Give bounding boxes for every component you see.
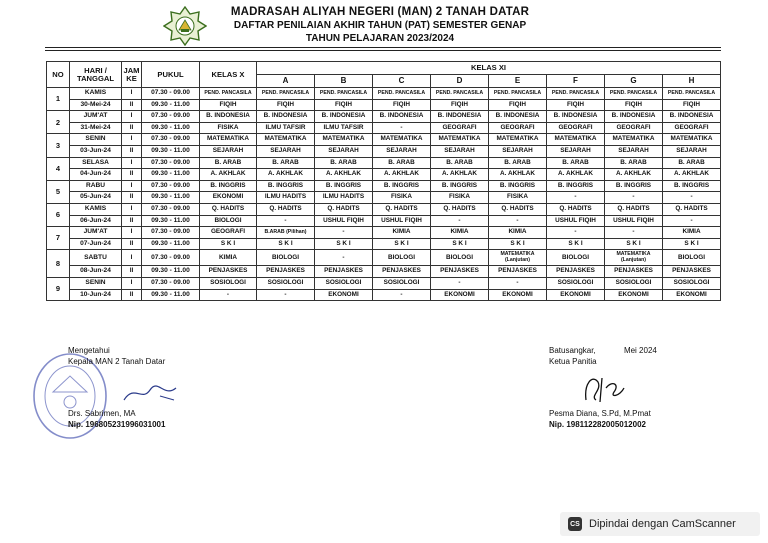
class-xi-g-subject: - [605, 227, 663, 239]
class-xi-e-subject: S K I [489, 238, 547, 250]
row-number: 9 [47, 277, 70, 300]
table-row [47, 180, 721, 192]
day-date-cell: 31-Mei-24 [70, 122, 122, 134]
day-date-cell: 05-Jun-24 [70, 192, 122, 204]
class-x-subject: EKONOMI [200, 192, 257, 204]
day-date-cell: RABU [70, 180, 122, 192]
day-date-cell: 03-Jun-24 [70, 145, 122, 157]
class-xi-g-subject: A. AKHLAK [605, 169, 663, 181]
class-xi-h-subject: B. INGGRIS [663, 180, 721, 192]
class-xi-f-subject: B. INDONESIA [547, 111, 605, 123]
class-xi-b-subject: MATEMATIKA [315, 134, 373, 146]
class-xi-d-subject: B. INDONESIA [431, 111, 489, 123]
header-day-date: HARI / TANGGAL [70, 62, 122, 88]
class-xi-a-subject: B. ARAB [257, 157, 315, 169]
class-xi-a-subject: MATEMATIKA [257, 134, 315, 146]
day-date-cell: KAMIS [70, 203, 122, 215]
session-cell: I [122, 227, 142, 239]
table-row [47, 99, 721, 111]
class-xi-c-subject: B. ARAB [373, 157, 431, 169]
day-date-cell: 30-Mei-24 [70, 99, 122, 111]
class-xi-e-subject: MATEMATIKA [489, 134, 547, 146]
table-row [47, 134, 721, 146]
session-cell: II [122, 238, 142, 250]
class-xi-h-subject: PENJASKES [663, 266, 721, 278]
time-cell: 09.30 - 11.00 [142, 238, 200, 250]
class-xi-c-subject: A. AKHLAK [373, 169, 431, 181]
class-xi-h-subject: - [663, 215, 721, 227]
session-cell: II [122, 192, 142, 204]
camscanner-text: Dipindai dengan CamScanner [589, 518, 736, 530]
session-cell: II [122, 169, 142, 181]
class-xi-f-subject: - [547, 227, 605, 239]
day-date-cell: SELASA [70, 157, 122, 169]
session-cell: II [122, 99, 142, 111]
row-number: 7 [47, 227, 70, 250]
table-row [47, 227, 721, 239]
time-cell: 07.30 - 09.00 [142, 180, 200, 192]
class-xi-e-subject: FISIKA [489, 192, 547, 204]
madrasah-logo [163, 6, 207, 46]
class-xi-e-subject: SEJARAH [489, 145, 547, 157]
table-row [47, 169, 721, 181]
class-xi-f-subject: A. AKHLAK [547, 169, 605, 181]
class-xi-c-subject: - [373, 122, 431, 134]
class-xi-b-subject: PENJASKES [315, 266, 373, 278]
time-cell: 09.30 - 11.00 [142, 289, 200, 301]
class-xi-d-subject: PEND. PANCASILA [431, 88, 489, 100]
class-xi-f-subject: BIOLOGI [547, 250, 605, 266]
class-xi-b-subject: S K I [315, 238, 373, 250]
header-section-b: B [315, 75, 373, 88]
class-x-subject: B. INGGRIS [200, 180, 257, 192]
class-xi-c-subject: MATEMATIKA [373, 134, 431, 146]
time-cell: 09.30 - 11.00 [142, 145, 200, 157]
class-xi-a-subject: SOSIOLOGI [257, 277, 315, 289]
right-signature [580, 370, 628, 406]
class-xi-c-subject: B. INGGRIS [373, 180, 431, 192]
class-xi-d-subject: FISIKA [431, 192, 489, 204]
header-section-d: D [431, 75, 489, 88]
right-signature-name-block [549, 409, 651, 431]
session-cell: I [122, 203, 142, 215]
class-xi-b-subject: B. ARAB [315, 157, 373, 169]
row-number: 4 [47, 157, 70, 180]
class-xi-d-subject: - [431, 215, 489, 227]
class-xi-a-subject: ILMU HADITS [257, 192, 315, 204]
session-cell: I [122, 157, 142, 169]
class-xi-c-subject: FISIKA [373, 192, 431, 204]
class-xi-d-subject: A. AKHLAK [431, 169, 489, 181]
class-x-subject: GEOGRAFI [200, 227, 257, 239]
class-xi-c-subject: USHUL FIQIH [373, 215, 431, 227]
class-xi-d-subject: Q. HADITS [431, 203, 489, 215]
class-xi-g-subject: - [605, 192, 663, 204]
table-row [47, 111, 721, 123]
header-section-e: E [489, 75, 547, 88]
class-xi-e-subject: PEND. PANCASILA [489, 88, 547, 100]
class-xi-h-subject: - [663, 192, 721, 204]
class-xi-h-subject: KIMIA [663, 227, 721, 239]
class-xi-e-subject: Q. HADITS [489, 203, 547, 215]
class-xi-a-subject: PEND. PANCASILA [257, 88, 315, 100]
class-xi-b-subject: ILMU HADITS [315, 192, 373, 204]
class-xi-f-subject: SOSIOLOGI [547, 277, 605, 289]
class-xi-d-subject: - [431, 277, 489, 289]
class-xi-e-subject: B. ARAB [489, 157, 547, 169]
class-xi-a-subject: BIOLOGI [257, 250, 315, 266]
class-x-subject: FISIKA [200, 122, 257, 134]
class-xi-e-subject: B. INDONESIA [489, 111, 547, 123]
header-section-a: A [257, 75, 315, 88]
day-date-cell: 04-Jun-24 [70, 169, 122, 181]
table-row [47, 250, 721, 266]
class-xi-g-subject: EKONOMI [605, 289, 663, 301]
academic-year: TAHUN PELAJARAN 2023/2024 [305, 33, 455, 44]
class-xi-a-subject: Q. HADITS [257, 203, 315, 215]
class-xi-d-subject: MATEMATIKA [431, 134, 489, 146]
header-section-f: F [547, 75, 605, 88]
class-xi-b-subject: A. AKHLAK [315, 169, 373, 181]
class-xi-h-subject: S K I [663, 238, 721, 250]
class-xi-b-subject: ILMU TAFSIR [315, 122, 373, 134]
class-xi-b-subject: PEND. PANCASILA [315, 88, 373, 100]
session-cell: II [122, 215, 142, 227]
header-section-h: H [663, 75, 721, 88]
class-xi-e-subject: A. AKHLAK [489, 169, 547, 181]
table-row [47, 215, 721, 227]
class-xi-c-subject: S K I [373, 238, 431, 250]
day-date-cell: 06-Jun-24 [70, 215, 122, 227]
class-xi-g-subject: SOSIOLOGI [605, 277, 663, 289]
class-x-subject: BIOLOGI [200, 215, 257, 227]
day-date-cell: 08-Jun-24 [70, 266, 122, 278]
class-xi-b-subject: B. INDONESIA [315, 111, 373, 123]
time-cell: 09.30 - 11.00 [142, 169, 200, 181]
class-xi-a-subject: B. INGGRIS [257, 180, 315, 192]
class-x-subject: KIMIA [200, 250, 257, 266]
class-xi-c-subject: KIMIA [373, 227, 431, 239]
class-xi-g-subject: Q. HADITS [605, 203, 663, 215]
class-xi-a-subject: SEJARAH [257, 145, 315, 157]
row-number: 2 [47, 111, 70, 134]
table-row [47, 192, 721, 204]
day-date-cell: SENIN [70, 277, 122, 289]
class-xi-b-subject: - [315, 250, 373, 266]
class-xi-e-subject: GEOGRAFI [489, 122, 547, 134]
table-row [47, 88, 721, 100]
session-cell: I [122, 134, 142, 146]
class-xi-g-subject: SEJARAH [605, 145, 663, 157]
class-xi-b-subject: SOSIOLOGI [315, 277, 373, 289]
class-xi-c-subject: SOSIOLOGI [373, 277, 431, 289]
class-xi-g-subject: S K I [605, 238, 663, 250]
time-cell: 07.30 - 09.00 [142, 157, 200, 169]
class-x-subject: MATEMATIKA [200, 134, 257, 146]
class-xi-g-subject: B. INGGRIS [605, 180, 663, 192]
time-cell: 07.30 - 09.00 [142, 203, 200, 215]
class-xi-f-subject: MATEMATIKA [547, 134, 605, 146]
class-xi-d-subject: EKONOMI [431, 289, 489, 301]
class-xi-h-subject: SOSIOLOGI [663, 277, 721, 289]
header-no: NO [47, 62, 70, 88]
class-xi-h-subject: FIQIH [663, 99, 721, 111]
class-xi-f-subject: B. ARAB [547, 157, 605, 169]
left-signature-name-block [68, 409, 165, 431]
exam-schedule-table [46, 61, 721, 301]
session-cell: II [122, 145, 142, 157]
session-cell: I [122, 111, 142, 123]
class-xi-f-subject: SEJARAH [547, 145, 605, 157]
class-xi-h-subject: B. ARAB [663, 157, 721, 169]
class-xi-c-subject: B. INDONESIA [373, 111, 431, 123]
class-xi-d-subject: PENJASKES [431, 266, 489, 278]
class-xi-e-subject: PENJASKES [489, 266, 547, 278]
time-cell: 07.30 - 09.00 [142, 277, 200, 289]
class-xi-h-subject: PEND. PANCASILA [663, 88, 721, 100]
class-xi-c-subject: SEJARAH [373, 145, 431, 157]
session-cell: II [122, 289, 142, 301]
class-x-subject: SOSIOLOGI [200, 277, 257, 289]
class-xi-h-subject: Q. HADITS [663, 203, 721, 215]
header-session: JAM KE [122, 62, 142, 88]
session-cell: I [122, 277, 142, 289]
class-xi-f-subject: B. INGGRIS [547, 180, 605, 192]
session-cell: I [122, 180, 142, 192]
class-xi-f-subject: PEND. PANCASILA [547, 88, 605, 100]
class-xi-b-subject: Q. HADITS [315, 203, 373, 215]
class-xi-c-subject: PENJASKES [373, 266, 431, 278]
class-xi-c-subject: Q. HADITS [373, 203, 431, 215]
left-signature-block [68, 346, 165, 368]
class-xi-c-subject: FIQIH [373, 99, 431, 111]
class-xi-c-subject: - [373, 289, 431, 301]
class-x-subject: B. ARAB [200, 157, 257, 169]
header-section-c: C [373, 75, 431, 88]
class-xi-g-subject: MATEMATIKA [605, 134, 663, 146]
session-cell: II [122, 266, 142, 278]
right-signature-block [549, 346, 657, 368]
camscanner-icon: CS [568, 517, 582, 531]
class-xi-a-subject: FIQIH [257, 99, 315, 111]
session-cell: I [122, 250, 142, 266]
class-xi-f-subject: GEOGRAFI [547, 122, 605, 134]
class-xi-a-subject: - [257, 215, 315, 227]
class-xi-a-subject: - [257, 289, 315, 301]
row-number: 3 [47, 134, 70, 157]
right-sign-nip: Nip. 198112282005012002 [549, 420, 646, 429]
class-xi-f-subject: - [547, 192, 605, 204]
table-row [47, 238, 721, 250]
class-xi-h-subject: SEJARAH [663, 145, 721, 157]
class-xi-e-subject: B. INGGRIS [489, 180, 547, 192]
row-number: 5 [47, 180, 70, 203]
day-date-cell: JUM'AT [70, 111, 122, 123]
day-date-cell: 07-Jun-24 [70, 238, 122, 250]
class-xi-h-subject: GEOGRAFI [663, 122, 721, 134]
header-rule-thin [45, 50, 721, 51]
class-xi-c-subject: BIOLOGI [373, 250, 431, 266]
time-cell: 07.30 - 09.00 [142, 227, 200, 239]
right-sign-role: Ketua Panitia [549, 357, 597, 366]
time-cell: 07.30 - 09.00 [142, 88, 200, 100]
class-xi-e-subject: KIMIA [489, 227, 547, 239]
class-xi-c-subject: PEND. PANCASILA [373, 88, 431, 100]
class-x-subject: SEJARAH [200, 145, 257, 157]
school-name: MADRASAH ALIYAH NEGERI (MAN) 2 TANAH DATAR [230, 6, 530, 18]
class-xi-d-subject: KIMIA [431, 227, 489, 239]
class-xi-a-subject: A. AKHLAK [257, 169, 315, 181]
class-xi-b-subject: EKONOMI [315, 289, 373, 301]
class-xi-e-subject: EKONOMI [489, 289, 547, 301]
header-class-x: KELAS X [200, 62, 257, 88]
class-xi-g-subject: B. INDONESIA [605, 111, 663, 123]
class-xi-a-subject: PENJASKES [257, 266, 315, 278]
class-xi-e-subject: MATEMATIKA (Lanjutan) [489, 250, 547, 266]
day-date-cell: KAMIS [70, 88, 122, 100]
right-sign-name: Pesma Diana, S.Pd, M.Pmat [549, 409, 651, 418]
header-class-xi: KELAS XI [257, 62, 721, 75]
table-row [47, 289, 721, 301]
class-xi-f-subject: PENJASKES [547, 266, 605, 278]
class-x-subject: A. AKHLAK [200, 169, 257, 181]
class-xi-f-subject: EKONOMI [547, 289, 605, 301]
time-cell: 09.30 - 11.00 [142, 215, 200, 227]
left-sign-nip: Nip. 196805231996031001 [68, 420, 166, 429]
table-row [47, 266, 721, 278]
class-xi-h-subject: EKONOMI [663, 289, 721, 301]
class-xi-a-subject: B.ARAB (Pilihan) [257, 227, 315, 239]
class-xi-d-subject: GEOGRAFI [431, 122, 489, 134]
class-xi-d-subject: B. ARAB [431, 157, 489, 169]
time-cell: 09.30 - 11.00 [142, 192, 200, 204]
right-sign-place: Batusangkar, [549, 346, 596, 355]
class-xi-h-subject: B. INDONESIA [663, 111, 721, 123]
class-xi-d-subject: SEJARAH [431, 145, 489, 157]
class-xi-d-subject: BIOLOGI [431, 250, 489, 266]
row-number: 6 [47, 203, 70, 226]
time-cell: 07.30 - 09.00 [142, 134, 200, 146]
header-time: PUKUL [142, 62, 200, 88]
class-x-subject: PENJASKES [200, 266, 257, 278]
day-date-cell: SABTU [70, 250, 122, 266]
class-xi-a-subject: ILMU TAFSIR [257, 122, 315, 134]
class-xi-g-subject: USHUL FIQIH [605, 215, 663, 227]
day-date-cell: JUM'AT [70, 227, 122, 239]
table-row [47, 122, 721, 134]
class-xi-f-subject: FIQIH [547, 99, 605, 111]
time-cell: 09.30 - 11.00 [142, 266, 200, 278]
class-xi-h-subject: A. AKHLAK [663, 169, 721, 181]
class-xi-g-subject: FIQIH [605, 99, 663, 111]
class-xi-g-subject: PEND. PANCASILA [605, 88, 663, 100]
left-sign-title: Kepala MAN 2 Tanah Datar [68, 357, 166, 366]
class-xi-a-subject: B. INDONESIA [257, 111, 315, 123]
session-cell: II [122, 122, 142, 134]
class-xi-b-subject: SEJARAH [315, 145, 373, 157]
class-x-subject: Q. HADITS [200, 203, 257, 215]
class-xi-f-subject: USHUL FIQIH [547, 215, 605, 227]
time-cell: 07.30 - 09.00 [142, 250, 200, 266]
right-sign-date: Mei 2024 [623, 346, 657, 355]
header-rule [45, 47, 721, 48]
time-cell: 07.30 - 09.00 [142, 111, 200, 123]
table-row [47, 277, 721, 289]
table-row [47, 203, 721, 215]
class-xi-a-subject: S K I [257, 238, 315, 250]
class-xi-g-subject: GEOGRAFI [605, 122, 663, 134]
class-xi-d-subject: FIQIH [431, 99, 489, 111]
class-xi-b-subject: B. INGGRIS [315, 180, 373, 192]
class-xi-b-subject: USHUL FIQIH [315, 215, 373, 227]
header-section-g: G [605, 75, 663, 88]
class-xi-f-subject: S K I [547, 238, 605, 250]
class-xi-h-subject: BIOLOGI [663, 250, 721, 266]
row-number: 8 [47, 250, 70, 278]
class-xi-b-subject: - [315, 227, 373, 239]
class-xi-g-subject: B. ARAB [605, 157, 663, 169]
document-title: DAFTAR PENILAIAN AKHIR TAHUN (PAT) SEMESTER GENAP [233, 20, 527, 31]
class-xi-h-subject: MATEMATIKA [663, 134, 721, 146]
class-xi-d-subject: S K I [431, 238, 489, 250]
day-date-cell: 10-Jun-24 [70, 289, 122, 301]
class-x-subject: B. INDONESIA [200, 111, 257, 123]
class-x-subject: PEND. PANCASILA [200, 88, 257, 100]
left-sign-line1: Mengetahui [68, 346, 110, 355]
left-sign-name: Drs. Sabrimen, MA [68, 409, 136, 418]
class-xi-g-subject: PENJASKES [605, 266, 663, 278]
session-cell: I [122, 88, 142, 100]
class-xi-g-subject: MATEMATIKA (Lanjutan) [605, 250, 663, 266]
class-xi-b-subject: FIQIH [315, 99, 373, 111]
class-x-subject: FIQIH [200, 99, 257, 111]
class-xi-f-subject: Q. HADITS [547, 203, 605, 215]
class-xi-e-subject: FIQIH [489, 99, 547, 111]
time-cell: 09.30 - 11.00 [142, 122, 200, 134]
class-xi-d-subject: B. INGGRIS [431, 180, 489, 192]
row-number: 1 [47, 88, 70, 111]
table-row [47, 145, 721, 157]
left-signature [120, 380, 180, 406]
time-cell: 09.30 - 11.00 [142, 99, 200, 111]
class-xi-e-subject: - [489, 277, 547, 289]
table-row [47, 157, 721, 169]
day-date-cell: SENIN [70, 134, 122, 146]
class-x-subject: S K I [200, 238, 257, 250]
class-x-subject: - [200, 289, 257, 301]
class-xi-e-subject: - [489, 215, 547, 227]
camscanner-watermark [560, 512, 760, 536]
